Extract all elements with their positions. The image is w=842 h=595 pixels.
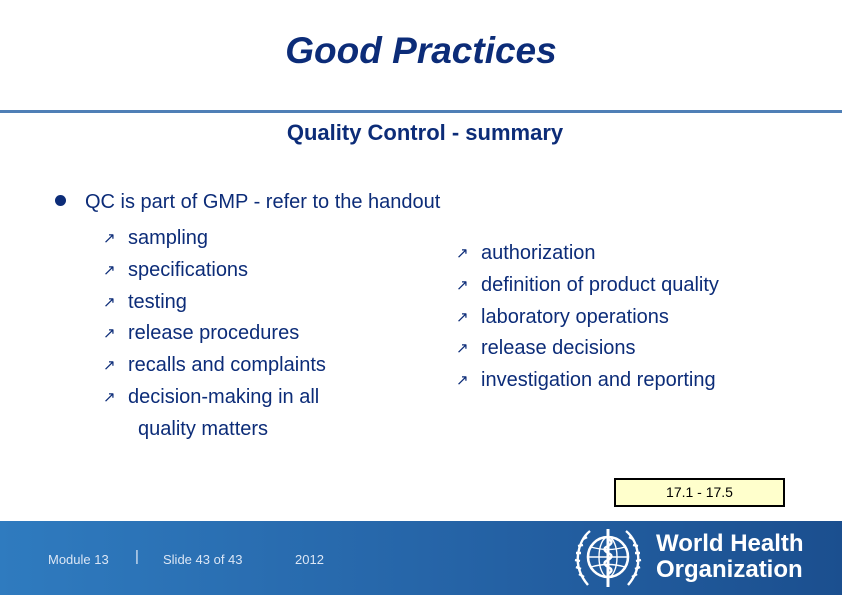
arrow-bullet-icon: ↗	[456, 372, 469, 390]
who-emblem-icon	[572, 525, 644, 591]
arrow-bullet-icon: ↗	[103, 357, 116, 375]
who-wordmark-line2: Organization	[656, 556, 803, 583]
list-item: ↗ recalls and complaints	[103, 350, 326, 382]
slide-number: Slide 43 of 43	[163, 552, 243, 567]
left-bullet-list	[103, 223, 326, 446]
list-item: ↗ specifications	[103, 255, 326, 287]
list-item: ↗ sampling	[103, 223, 326, 255]
list-item: ↗ decision-making in all	[103, 382, 326, 414]
footer-bar	[0, 521, 842, 595]
main-bullet	[55, 191, 440, 214]
arrow-bullet-icon: ↗	[103, 261, 116, 279]
arrow-bullet-icon: ↗	[456, 245, 469, 262]
arrow-bullet-icon: ↗	[456, 276, 469, 294]
who-wordmark-line1: World Health	[656, 530, 804, 557]
title-divider	[0, 110, 842, 113]
module-label: Module 13	[48, 552, 109, 567]
list-item: ↗ release decisions	[456, 333, 719, 365]
arrow-bullet-icon: ↗	[456, 340, 469, 358]
list-item: ↗ authorization	[456, 238, 719, 270]
main-bullet-text: QC is part of GMP - refer to the handout	[85, 191, 441, 213]
who-wordmark	[656, 531, 804, 583]
slide-title: Good Practices	[285, 30, 557, 71]
arrow-bullet-icon: ↗	[456, 308, 469, 326]
footer-separator: |	[135, 548, 139, 565]
list-item: ↗ investigation and reporting	[456, 365, 719, 397]
list-item: ↗ definition of product quality	[456, 270, 719, 302]
arrow-bullet-icon: ↗	[103, 388, 116, 406]
right-bullet-list	[456, 238, 719, 397]
list-item-continuation: quality matters	[138, 417, 269, 440]
list-item: ↗ laboratory operations	[456, 302, 719, 334]
bullet-dot-icon	[55, 195, 66, 206]
list-item: ↗ release procedures	[103, 318, 326, 350]
reference-box: 17.1 - 17.5	[614, 478, 785, 507]
slide-subtitle: Quality Control - summary	[286, 120, 564, 145]
arrow-bullet-icon: ↗	[103, 230, 116, 247]
arrow-bullet-icon: ↗	[103, 325, 116, 343]
list-item: ↗ testing	[103, 287, 326, 319]
footer-year: 2012	[295, 552, 324, 567]
arrow-bullet-icon: ↗	[103, 293, 116, 311]
